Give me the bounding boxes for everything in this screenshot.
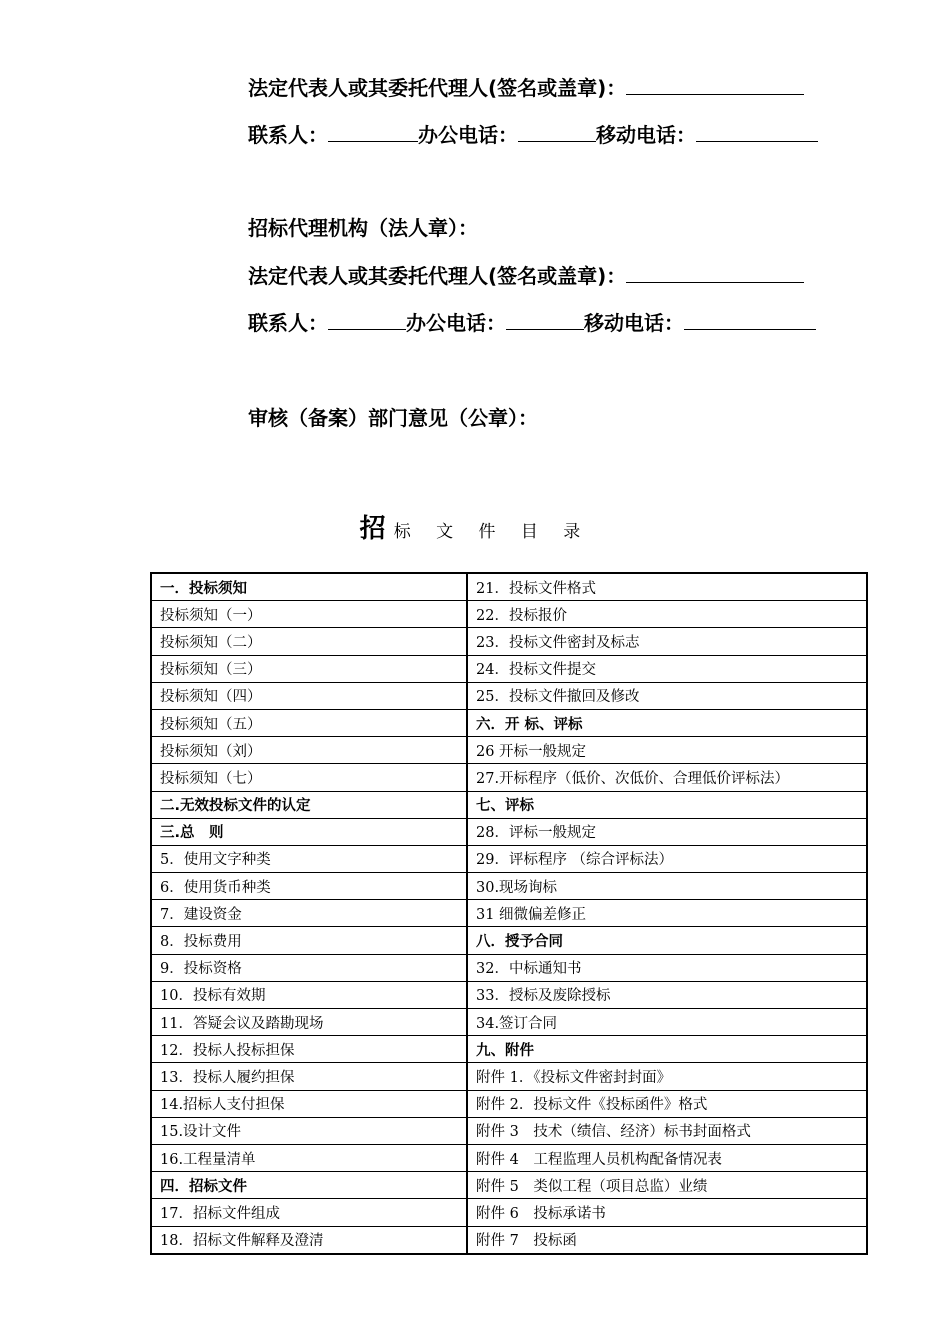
toc-right-cell: 31 细微偏差修正 [467,900,867,927]
toc-left-cell: 8．投标费用 [151,927,467,954]
toc-title-rest: 标 文 件 目 录 [393,522,591,542]
toc-row [151,709,867,736]
toc-left-cell: 9．投标资格 [151,954,467,981]
mobile-phone-blank-2[interactable] [684,309,816,330]
toc-row [151,1226,867,1254]
toc-left-cell: 10．投标有效期 [151,981,467,1008]
toc-left-cell: 四．招标文件 [151,1172,467,1199]
toc-title [0,508,950,545]
review-dept-label: 审核（备案）部门意见（公章）： [248,406,538,430]
review-dept-line [248,404,538,432]
contact-label-1: 联系人： [248,123,328,147]
toc-row [151,818,867,845]
toc-left-cell: 投标须知（二） [151,628,467,655]
toc-left-cell: 投标须知（七） [151,764,467,791]
toc-right-cell: 28．评标一般规定 [467,818,867,845]
contact-blank-2[interactable] [328,309,406,330]
toc-left-cell: 投标须知（三） [151,655,467,682]
toc-right-cell: 附件 7 投标函 [467,1226,867,1254]
toc-left-cell: 14.招标人支付担保 [151,1090,467,1117]
toc-row [151,1090,867,1117]
legal-rep-blank-2[interactable] [626,262,804,283]
toc-left-cell: 5．使用文字种类 [151,845,467,872]
toc-right-cell: 附件 3 技术（绩信、经济）标书封面格式 [467,1117,867,1144]
mobile-phone-blank-1[interactable] [696,121,818,142]
toc-row [151,1036,867,1063]
contact-label-2: 联系人： [248,311,328,335]
toc-row [151,873,867,900]
toc-row [151,655,867,682]
toc-row [151,900,867,927]
office-phone-blank-2[interactable] [506,309,584,330]
contact-line-1 [248,121,818,149]
toc-row [151,1063,867,1090]
toc-row [151,682,867,709]
toc-row [151,791,867,818]
toc-right-cell: 34.签订合同 [467,1009,867,1036]
toc-left-cell: 13．投标人履约担保 [151,1063,467,1090]
toc-right-cell: 九、附件 [467,1036,867,1063]
toc-right-cell: 附件 5 类似工程（项目总监）业绩 [467,1172,867,1199]
toc-row [151,1199,867,1226]
toc-right-cell: 附件 4 工程监理人员机构配备情况表 [467,1144,867,1171]
toc-left-cell: 投标须知（五） [151,709,467,736]
toc-table [150,572,868,1255]
toc-row [151,1009,867,1036]
toc-left-cell: 18．招标文件解释及澄清 [151,1226,467,1254]
mobile-phone-label-1: 移动电话： [596,123,696,147]
toc-right-cell: 附件 2．投标文件《投标函件》格式 [467,1090,867,1117]
toc-right-cell: 27.开标程序（低价、次低价、合理低价评标法） [467,764,867,791]
agency-seal-label: 招标代理机构（法人章）： [248,216,478,240]
legal-rep-label-1: 法定代表人或其委托代理人(签名或盖章)： [248,76,627,100]
toc-left-cell: 7．建设资金 [151,900,467,927]
legal-rep-line-1 [248,74,804,102]
office-phone-label-1: 办公电话： [418,123,518,147]
contact-line-2 [248,309,816,337]
legal-rep-line-2 [248,262,804,290]
toc-right-cell: 七、评标 [467,791,867,818]
agency-seal-line [248,214,478,242]
toc-left-cell: 16.工程量清单 [151,1144,467,1171]
toc-row [151,573,867,601]
toc-body [151,573,867,1254]
toc-row [151,764,867,791]
toc-right-cell: 33．授标及废除授标 [467,981,867,1008]
toc-right-cell: 八．授予合同 [467,927,867,954]
toc-row [151,1172,867,1199]
toc-row [151,601,867,628]
toc-right-cell: 六．开 标、评标 [467,709,867,736]
mobile-phone-label-2: 移动电话： [584,311,684,335]
contact-blank-1[interactable] [328,121,418,142]
toc-row [151,845,867,872]
toc-row [151,927,867,954]
toc-left-cell: 一．投标须知 [151,573,467,601]
toc-right-cell: 22．投标报价 [467,601,867,628]
toc-left-cell: 投标须知（刘） [151,737,467,764]
legal-rep-blank-1[interactable] [626,74,804,95]
office-phone-blank-1[interactable] [518,121,596,142]
toc-right-cell: 30.现场询标 [467,873,867,900]
toc-left-cell: 15.设计文件 [151,1117,467,1144]
toc-left-cell: 11．答疑会议及踏勘现场 [151,1009,467,1036]
toc-left-cell: 6．使用货币种类 [151,873,467,900]
toc-right-cell: 32．中标通知书 [467,954,867,981]
toc-right-cell: 附件 6 投标承诺书 [467,1199,867,1226]
toc-left-cell: 12．投标人投标担保 [151,1036,467,1063]
toc-left-cell: 17．招标文件组成 [151,1199,467,1226]
toc-row [151,1144,867,1171]
toc-right-cell: 24．投标文件提交 [467,655,867,682]
toc-row [151,628,867,655]
office-phone-label-2: 办公电话： [406,311,506,335]
toc-right-cell: 26 开标一般规定 [467,737,867,764]
toc-left-cell: 投标须知（四） [151,682,467,709]
toc-left-cell: 二.无效投标文件的认定 [151,791,467,818]
toc-right-cell: 23．投标文件密封及标志 [467,628,867,655]
toc-row [151,981,867,1008]
toc-right-cell: 21．投标文件格式 [467,573,867,601]
toc-right-cell: 29．评标程序 （综合评标法） [467,845,867,872]
legal-rep-label-2: 法定代表人或其委托代理人(签名或盖章)： [248,264,627,288]
toc-left-cell: 投标须知（一） [151,601,467,628]
toc-row [151,1117,867,1144]
toc-right-cell: 附件 1．《投标文件密封封面》 [467,1063,867,1090]
toc-row [151,737,867,764]
toc-title-first-char: 招 [359,514,386,544]
toc-left-cell: 三.总 则 [151,818,467,845]
toc-row [151,954,867,981]
toc-right-cell: 25．投标文件撤回及修改 [467,682,867,709]
